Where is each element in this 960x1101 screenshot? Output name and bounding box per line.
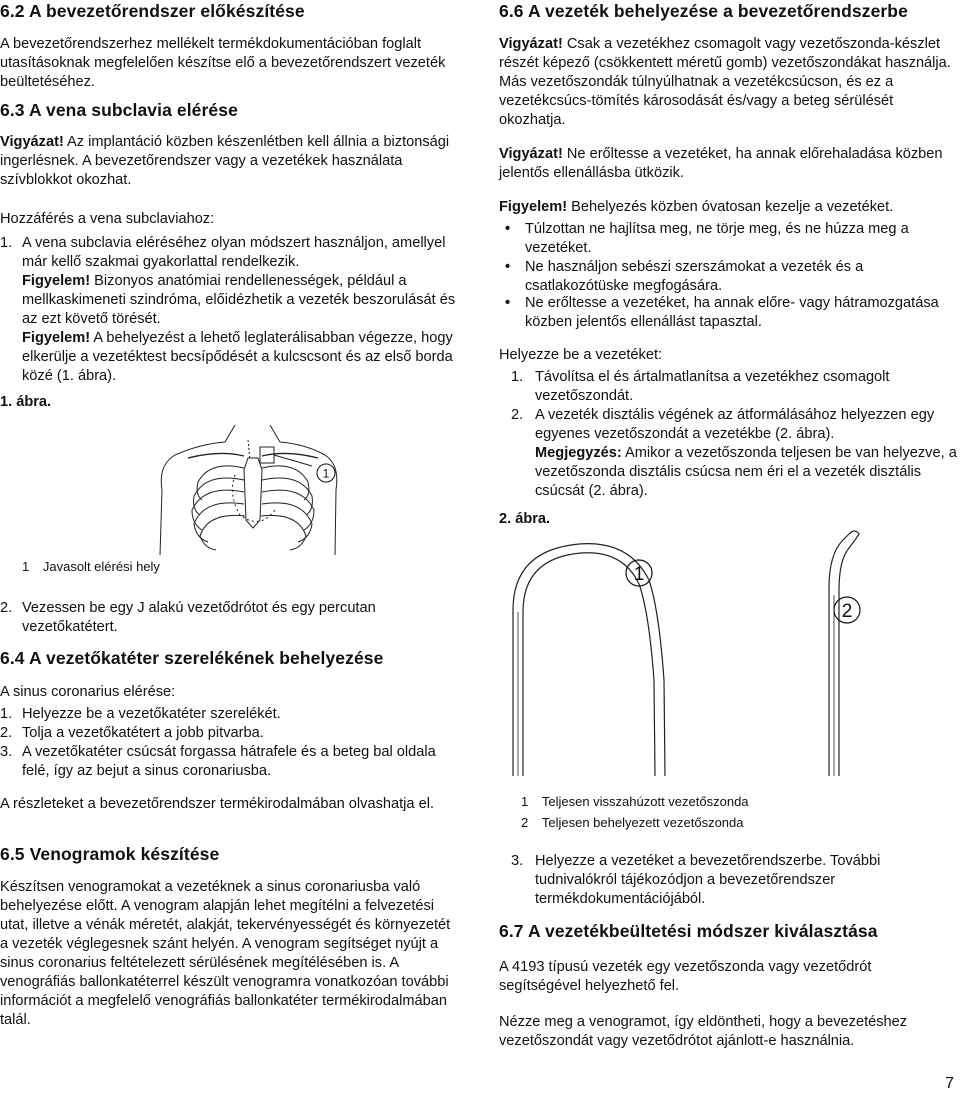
- section-6-5-heading: 6.5 Venogramok készítése: [0, 844, 220, 864]
- note-text: Bizonyos anatómiai rendellenességek, például a mellkaskimeneti szindróma, előidézhetik a vezeték beszorulását és az ezt követő törését.: [22, 273, 456, 327]
- figure-2-callout-2-number: 2: [841, 601, 853, 622]
- section-6-2-heading: 6.2 A bevezetőrendszer előkészítése: [0, 1, 305, 21]
- sinus-intro: A sinus coronarius elérése:: [0, 684, 176, 700]
- step-number: 3.: [0, 744, 13, 760]
- section-6-3-heading: 6.3 A vena subclavia elérése: [0, 100, 238, 120]
- bullet-item: [499, 258, 957, 296]
- section-6-6-heading: 6.6 A vezeték behelyezése a bevezetőrendszerbe: [499, 1, 908, 21]
- step-text: Távolítsa el és ártalmatlanítsa a vezetékhez csomagolt vezetőszondát.: [535, 369, 890, 404]
- warning-label: Vigyázat!: [499, 146, 563, 162]
- step-number: 2.: [511, 407, 524, 423]
- step-number: 2.: [0, 725, 13, 741]
- step-number: 1.: [511, 369, 524, 385]
- insert-intro: Helyezze be a vezetéket:: [499, 347, 663, 363]
- bullet-text: Ne erőltesse a vezetéket, ha annak előre- vagy hátramozgatása közben jelentős ellenállást tapasztal.: [525, 295, 939, 330]
- step-number: 3.: [511, 853, 524, 869]
- step-text: A vena subclavia eléréséhez olyan módszert használjon, amellyel már kellő szakmai gyakorlattal rendelkezik.: [22, 235, 446, 270]
- access-step-2: [0, 599, 460, 637]
- figure-1-title: 1. ábra.: [0, 394, 52, 410]
- caption-text: Teljesen behelyezett vezetőszonda: [541, 815, 744, 830]
- warning-paragraph: [499, 145, 957, 183]
- insert-step-1: [499, 368, 957, 406]
- page-number: 7: [945, 1075, 954, 1092]
- figure-2-caption-2: [521, 813, 744, 832]
- step-number: 1.: [0, 235, 13, 251]
- warning-text: Az implantáció közben készenlétben kell állnia a biztonsági ingerlésnek. A bevezetőrendszer vagy a vezetékek használata szívblokkot okozhat.: [0, 134, 450, 188]
- bullet-text: Túlzottan ne hajlítsa meg, ne törje meg, és ne húzza meg a vezetéket.: [525, 221, 909, 256]
- figure-1-callout-number: 1: [322, 466, 330, 481]
- bullet-item: [499, 220, 957, 258]
- note-text: Behelyezés közben óvatosan kezelje a vezetéket.: [567, 199, 894, 215]
- warning-paragraph: [0, 133, 455, 190]
- warning-paragraph: [499, 35, 957, 130]
- caption-number: 2: [521, 815, 529, 830]
- access-intro: Hozzáférés a vena subclaviahoz:: [0, 211, 215, 227]
- warning-label: Vigyázat!: [0, 134, 64, 150]
- step-number: 2.: [0, 600, 13, 616]
- bullet-icon: •: [505, 259, 511, 275]
- figure-1-caption: [22, 557, 160, 576]
- section-6-2-text: A bevezetőrendszerhez mellékelt termékdokumentációban foglalt utasításoknak megfelelően készítse elő a bevezetőrendszert vezeték beültetéséhez.: [0, 36, 446, 90]
- figure-1-ribcage-illustration: [140, 420, 350, 555]
- caption-number: 1: [22, 559, 30, 574]
- figure-2-caption-1: [521, 792, 749, 811]
- insert-step-3: [499, 852, 957, 909]
- sinus-step: [0, 705, 460, 724]
- note-label: Figyelem!: [22, 273, 91, 289]
- step-number: 1.: [0, 706, 13, 722]
- figure-2-lead-illustration: [499, 520, 899, 780]
- insert-step-2: [499, 406, 957, 501]
- step-note: [535, 444, 957, 501]
- section-6-7-text-2: Nézze meg a venogramot, így eldöntheti, hogy a bevezetéshez vezetőszondát vagy vezetődrótot ajánlott-e használnia.: [499, 1014, 908, 1049]
- section-6-5-text: Készítsen venogramokat a vezetéknek a sinus coronariusba való behelyezése előtt. A venogram alapján lehet megítélni a felvezetési utat, illetve a vénák méretét, alakját, tekervényességét és környezetét a vezeték véglegesnek szánt helyén. A venogram segítséget nyújt a sinus coronarius feltételezett sérülésének megítélésében is. A venográfiás ballonkatéterrel készült venogramra vonatkozóan további információt a megfelelő venográfiás ballonkatéter termékirodalmában talál.: [0, 879, 451, 1028]
- bullet-icon: •: [505, 295, 511, 311]
- caption-number: 1: [521, 794, 529, 809]
- note-text: A behelyezést a lehető leglaterálisabban végezze, hogy elkerülje a vezetéktest becsípődését a kulcscsont és az első borda közé (1. ábra).: [22, 330, 453, 384]
- bullet-icon: •: [505, 221, 511, 237]
- bullet-text: Ne használjon sebészi szerszámokat a vezeték és a csatlakozótüske megfogására.: [525, 259, 864, 294]
- note-paragraph: [499, 198, 957, 217]
- step-text: Vezessen be egy J alakú vezetődrótot és egy percutan vezetőkatétert.: [22, 600, 376, 635]
- details-text: A részleteket a bevezetőrendszer termékirodalmában olvashatja el.: [0, 796, 434, 812]
- section-6-7-text-1: A 4193 típusú vezeték egy vezetőszonda vagy vezetődrót segítségével helyezhető fel.: [499, 959, 872, 994]
- note-label: Megjegyzés:: [535, 445, 622, 461]
- access-step-1: [0, 234, 460, 386]
- caption-text: Javasolt elérési hely: [42, 559, 160, 574]
- sinus-step: [0, 743, 460, 781]
- step-text: Helyezze a vezetéket a bevezetőrendszerbe. További tudnivalókról tájékozódjon a bevezetőrendszer termékdokumentációjából.: [535, 853, 881, 907]
- bullet-item: [499, 294, 957, 332]
- sinus-step: [0, 724, 460, 743]
- step-text: Tolja a vezetőkatétert a jobb pitvarba.: [22, 725, 264, 741]
- section-6-4-heading: 6.4 A vezetőkatéter szerelékének behelyezése: [0, 648, 384, 668]
- step-text: A vezetőkatéter csúcsát forgassa hátrafele és a beteg bal oldala felé, így az bejut a sinus coronariusba.: [22, 744, 436, 779]
- note-text: Amikor a vezetőszonda teljesen be van helyezve, a vezetőszonda disztális csúcsa nem éri el a vezeték disztális csúcsát (2. ábra).: [535, 445, 957, 499]
- warning-label: Vigyázat!: [499, 36, 563, 52]
- note-label: Figyelem!: [22, 330, 91, 346]
- warning-text: Ne erőltesse a vezetéket, ha annak előrehaladása közben jelentős ellenállásba ütközik.: [499, 146, 943, 181]
- section-6-7-heading: 6.7 A vezetékbeültetési módszer kiválasztása: [499, 921, 878, 941]
- caption-text: Teljesen visszahúzott vezetőszonda: [541, 794, 749, 809]
- figure-2-title: 2. ábra.: [499, 511, 551, 527]
- warning-text: Csak a vezetékhez csomagolt vagy vezetőszonda-készlet részét képező (csökkentett méretű gomb) vezetőszondákat használja. Más vezetőszondák túlnyúlhatnak a vezetékcsúcson, és ez a vezetékcsúcs-tömítés károsodását és/vagy a beteg sérülését okozhatja.: [499, 36, 951, 128]
- note-paragraph: [22, 272, 460, 329]
- note-label: Figyelem!: [499, 199, 568, 215]
- figure-2-callout-1-number: 1: [633, 564, 645, 585]
- note-paragraph: [22, 329, 460, 386]
- step-text: Helyezze be a vezetőkatéter szerelékét.: [22, 706, 281, 722]
- step-text: A vezeték disztális végének az átformálásához helyezzen egy egyenes vezetőszondát a vezetékbe (2. ábra).: [535, 407, 935, 442]
